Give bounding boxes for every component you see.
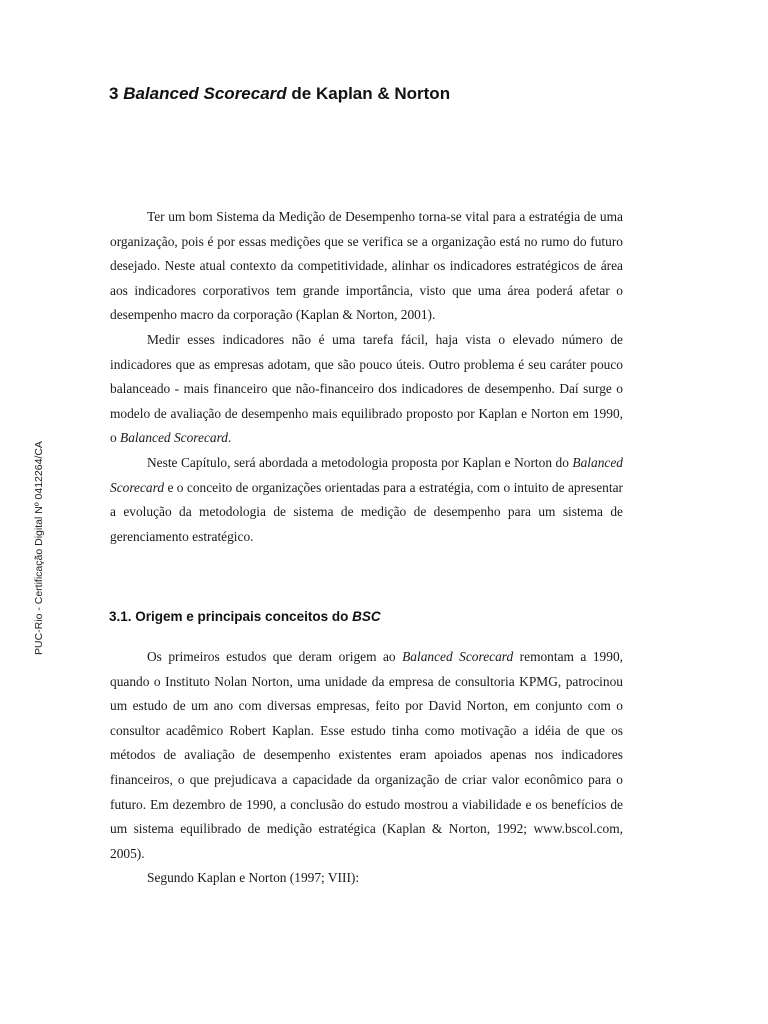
- intro-text: [110, 205, 623, 549]
- paragraph-text: Medir esses indicadores não é uma tarefa fácil, haja vista o elevado número de indicadores que as empresas adotam, que são pouco úteis. Outro problema é seu caráter pouco balanceado - mais financeiro que não-financeiro dos indicadores de desempenho. Daí surge o modelo de avaliação de desempenho mais equilibrado proposto por Kaplan e Norton em 1990, o: [110, 331, 623, 446]
- paragraph-text: Os primeiros estudos que deram origem ao: [147, 649, 403, 664]
- italic-term: Balanced Scorecard: [120, 430, 229, 446]
- chapter-title-italic: Balanced Scorecard: [123, 84, 287, 103]
- paragraph-text: .: [228, 430, 232, 446]
- section-title: [109, 609, 381, 624]
- section-paragraph-1: [110, 645, 623, 866]
- section-title-italic: BSC: [352, 609, 381, 624]
- paragraph-text: e o conceito de organizações orientadas para a estratégia, com o intuito de apresentar a evolução da metodologia de sistema de medição de desempenho para um sistema de gerenciamento estratégico.: [110, 479, 623, 544]
- section-paragraph-2: Segundo Kaplan e Norton (1997; VIII):: [147, 870, 360, 886]
- certification-watermark: PUC-Rio - Certificação Digital Nº 0412264/CA: [33, 441, 45, 655]
- chapter-title-rest: de Kaplan & Norton: [291, 84, 451, 103]
- intro-paragraph-2: [110, 328, 623, 451]
- chapter-title: [109, 84, 450, 104]
- italic-term: Balanced Scorecard: [110, 454, 623, 495]
- paragraph-text: Neste Capítulo, será abordada a metodologia proposta por Kaplan e Norton do: [147, 454, 573, 470]
- section-title-text: 3.1. Origem e principais conceitos do: [109, 609, 353, 624]
- intro-paragraph-3: [110, 451, 623, 549]
- italic-term: Balanced Scorecard: [402, 649, 514, 664]
- paragraph-text: remontam a 1990, quando o Instituto Nolan Norton, uma unidade da empresa de consultoria KPMG, patrocinou um estudo de um ano com diversas empresas, feito por David Norton, em conjunto com o consultor acadêmico Robert Kaplan. Esse estudo tinha como motivação a idéia de que os métodos de avaliação de desempenho existentes eram apoiados apenas nos indicadores financeiros, o que prejudicava a capacidade da organização de criar valor econômico para o futuro. Em dezembro de 1990, a conclusão do estudo mostrou a viabilidade e os benefícios de um sistema equilibrado de medição estratégica (Kaplan & Norton, 1992; www.bscol.com, 2005).: [110, 649, 623, 861]
- section-text: [110, 645, 623, 891]
- chapter-number: 3: [109, 84, 119, 103]
- intro-paragraph-1: Ter um bom Sistema da Medição de Desempenho torna-se vital para a estratégia de uma organização, pois é por essas medições que se verifica se a organização está no rumo do futuro desejado. Neste atual contexto da competitividade, alinhar os indicadores estratégicos de área aos indicadores corporativos tem grande importância, visto que uma área poderá afetar o desempenho macro da corporação (Kaplan & Norton, 2001).: [110, 209, 623, 323]
